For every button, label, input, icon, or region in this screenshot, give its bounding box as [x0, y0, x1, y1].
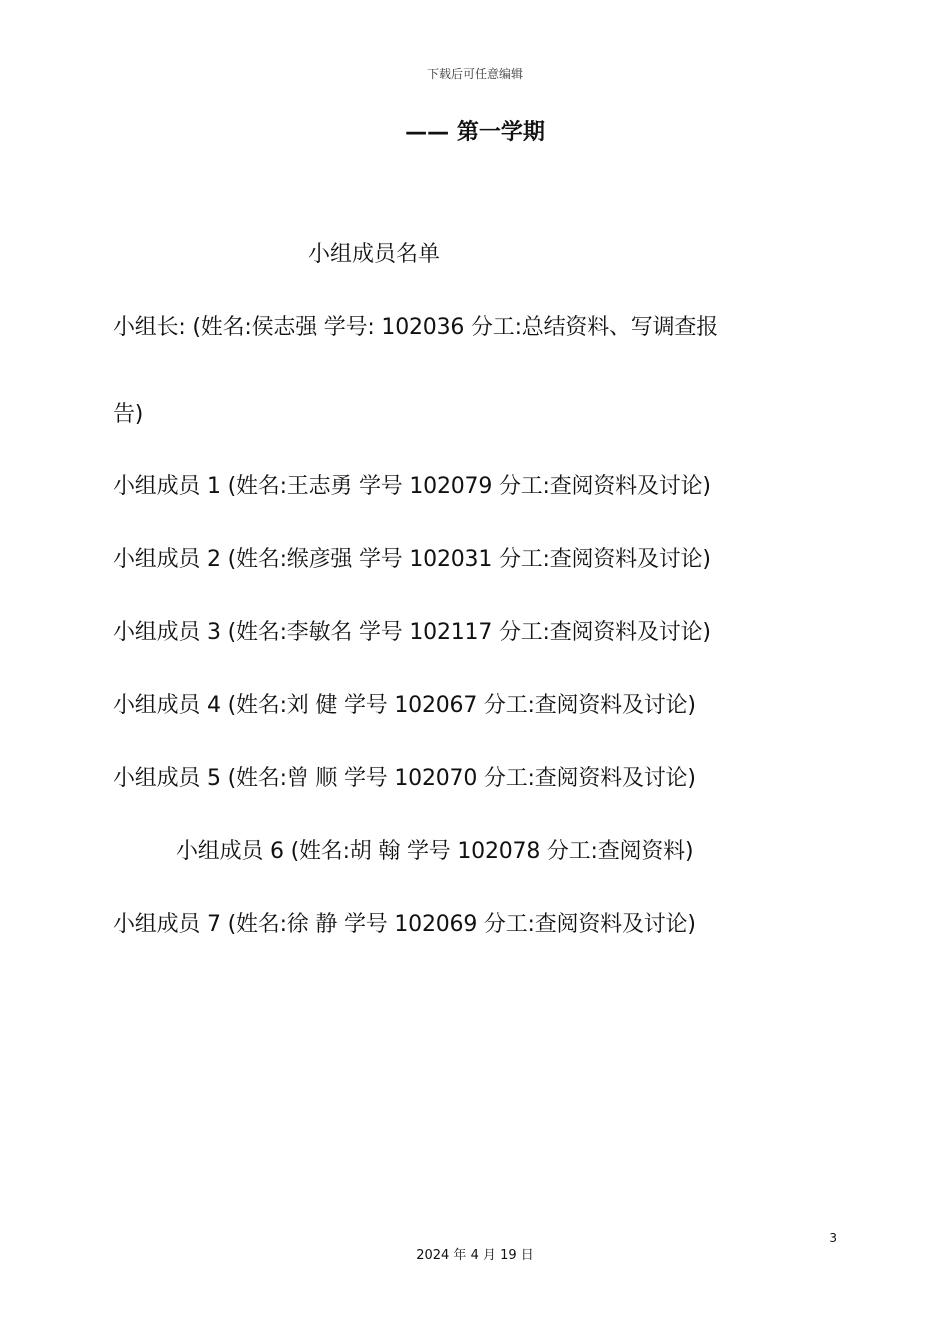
group-leader-line-1: 小组长: (姓名:侯志强 学号: 102036 分工:总结资料、写调查报: [113, 315, 718, 340]
member-line-2: 小组成员 2 (姓名:缑彦强 学号 102031 分工:查阅资料及讨论): [113, 547, 711, 572]
member-list-title: 小组成员名单: [308, 242, 441, 267]
page-number: 3: [829, 1231, 837, 1245]
member-line-3: 小组成员 3 (姓名:李敏名 学号 102117 分工:查阅资料及讨论): [113, 620, 711, 645]
member-line-5: 小组成员 5 (姓名:曾 顺 学号 102070 分工:查阅资料及讨论): [113, 766, 696, 791]
page-header-note: 下载后可任意编辑: [426, 67, 523, 81]
document-subtitle: —— 第一学期: [405, 120, 545, 145]
member-line-7: 小组成员 7 (姓名:徐 静 学号 102069 分工:查阅资料及讨论): [113, 912, 696, 937]
member-line-4: 小组成员 4 (姓名:刘 健 学号 102067 分工:查阅资料及讨论): [113, 693, 696, 718]
member-line-6: 小组成员 6 (姓名:胡 翰 学号 102078 分工:查阅资料): [176, 839, 694, 864]
group-leader-line-2: 告): [113, 402, 144, 427]
member-line-1: 小组成员 1 (姓名:王志勇 学号 102079 分工:查阅资料及讨论): [113, 474, 711, 499]
page-footer-date: 2024 年 4 月 19 日: [416, 1248, 534, 1263]
